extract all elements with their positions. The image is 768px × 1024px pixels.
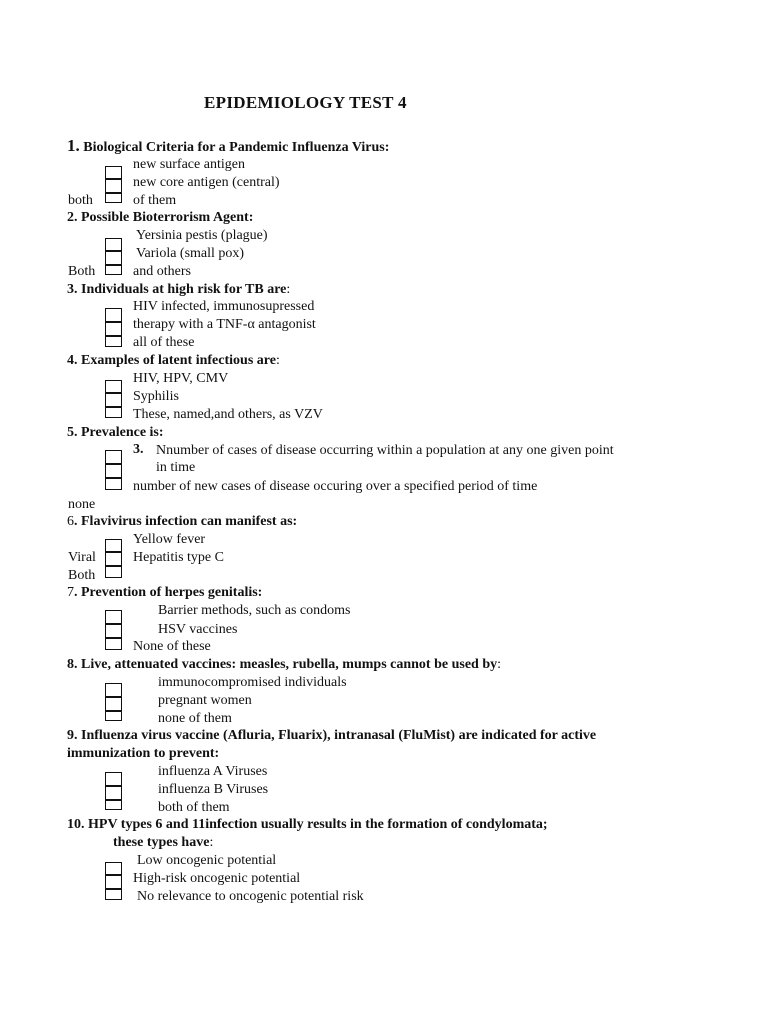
checkbox-q5-a[interactable] [105,450,122,464]
question-6-number: 6 [67,514,74,529]
checkbox-q5-c[interactable] [105,478,122,490]
checkbox-q9-b[interactable] [105,786,122,800]
q1-option-b: new core antigen (central) [133,175,280,190]
q6-option-b: Hepatitis type C [133,550,224,565]
question-10-line2 [113,835,213,851]
q8-option-a: immunocompromised individuals [158,675,347,690]
checkbox-q7-c[interactable] [105,638,122,650]
page-title: EPIDEMIOLOGY TEST 4 [204,93,407,112]
q8-option-c: none of them [158,711,232,726]
checkbox-q6-b[interactable] [105,552,122,566]
checkbox-q9-c[interactable] [105,800,122,810]
q4-option-a: HIV, HPV, CMV [133,371,229,386]
q6-option-a: Yellow fever [133,532,206,547]
checkbox-q4-a[interactable] [105,380,122,393]
question-1-heading [67,138,389,156]
question-9-line2: immunization to prevent: [67,746,220,761]
question-3-suffix: : [286,282,291,297]
q2-option-a: Yersinia pestis (plague) [136,228,268,243]
q10-option-b: High-risk oncogenic potential [133,871,301,886]
q10-option-a: Low oncogenic potential [137,853,277,868]
q2-option-b: Variola (small pox) [136,246,245,261]
checkbox-q1-a[interactable] [105,166,122,179]
checkbox-q3-a[interactable] [105,308,122,322]
question-10-text: these types have [113,835,210,850]
question-9-line1: 9. Influenza virus vaccine (Afluria, Fluarix), intranasal (FluMist) are indicated for active [67,728,597,743]
q5-option-b: number of new cases of disease occuring over a specified period of time [133,479,538,494]
q2-option-c: and others [133,264,191,279]
checkbox-q9-a[interactable] [105,772,122,786]
q1-side-label: both [68,193,93,208]
q3-option-c: all of these [133,335,195,350]
q5-option-a-number: 3. [133,442,144,457]
question-3-heading [67,282,290,298]
checkbox-q10-a[interactable] [105,862,122,875]
q7-option-a: Barrier methods, such as condoms [158,603,351,618]
q5-option-a-line1: Nnumber of cases of disease occurring within a population at any one given point [156,443,614,458]
checkbox-q10-b[interactable] [105,875,122,889]
checkbox-q3-b[interactable] [105,322,122,336]
question-8-heading [67,657,501,673]
checkbox-q6-c[interactable] [105,566,122,578]
checkbox-q8-c[interactable] [105,711,122,721]
question-2-heading: 2. Possible Bioterrorism Agent: [67,210,254,225]
q4-option-b: Syphilis [133,389,179,404]
checkbox-q1-c[interactable] [105,193,122,203]
question-4-text: 4. Examples of latent infectious are [67,353,276,368]
question-4-suffix: : [275,353,280,368]
q7-option-b: HSV vaccines [158,622,238,637]
checkbox-q2-b[interactable] [105,251,122,265]
question-10-suffix: : [209,835,214,850]
q5-option-a-line2: in time [156,460,196,475]
question-4-heading [67,353,280,369]
question-6-heading [67,514,297,530]
q4-option-c: These, named,and others, as VZV [133,407,323,422]
checkbox-q1-b[interactable] [105,179,122,193]
question-8-text: 8. Live, attenuated vaccines: measles, rubella, mumps cannot be used by [67,657,498,672]
checkbox-q2-c[interactable] [105,265,122,275]
question-6-text: . Flavivirus infection can manifest as: [74,514,298,529]
q10-option-c: No relevance to oncogenic potential risk [137,889,364,904]
question-7-number: 7 [67,585,74,600]
checkbox-q4-c[interactable] [105,407,122,418]
q1-option-a: new surface antigen [133,157,245,172]
question-7-heading [67,585,262,601]
q1-option-c: of them [133,193,177,208]
question-10-line1: 10. HPV types 6 and 11infection usually results in the formation of condylomata; [67,817,548,832]
checkbox-q10-c[interactable] [105,889,122,900]
question-7-text: . Prevention of herpes genitalis: [74,585,263,600]
q8-option-b: pregnant women [158,693,252,708]
q9-option-a: influenza A Viruses [158,764,268,779]
q9-option-c: both of them [158,800,230,815]
checkbox-q4-b[interactable] [105,393,122,407]
checkbox-q3-c[interactable] [105,336,122,347]
checkbox-q2-a[interactable] [105,238,122,251]
checkbox-q8-a[interactable] [105,683,122,697]
q6-side-label-1: Viral [68,550,96,565]
checkbox-q6-a[interactable] [105,539,122,552]
checkbox-q7-a[interactable] [105,610,122,624]
question-5-heading: 5. Prevalence is: [67,425,164,440]
q3-option-b: therapy with a TNF-α antagonist [133,317,316,332]
q9-option-b: influenza B Viruses [158,782,269,797]
question-1-text: Biological Criteria for a Pandemic Influenza Virus: [83,140,390,155]
checkbox-q5-b[interactable] [105,464,122,478]
q5-option-c: none [68,497,96,512]
q3-option-a: HIV infected, immunosupressed [133,299,315,314]
question-8-suffix: : [497,657,502,672]
q2-side-label: Both [68,264,96,279]
question-1-number: 1. [67,136,80,155]
q6-side-label-2: Both [68,568,96,583]
checkbox-q7-b[interactable] [105,624,122,638]
checkbox-q8-b[interactable] [105,697,122,711]
question-3-text: 3. Individuals at high risk for TB are [67,282,287,297]
q7-option-c: None of these [133,639,211,654]
